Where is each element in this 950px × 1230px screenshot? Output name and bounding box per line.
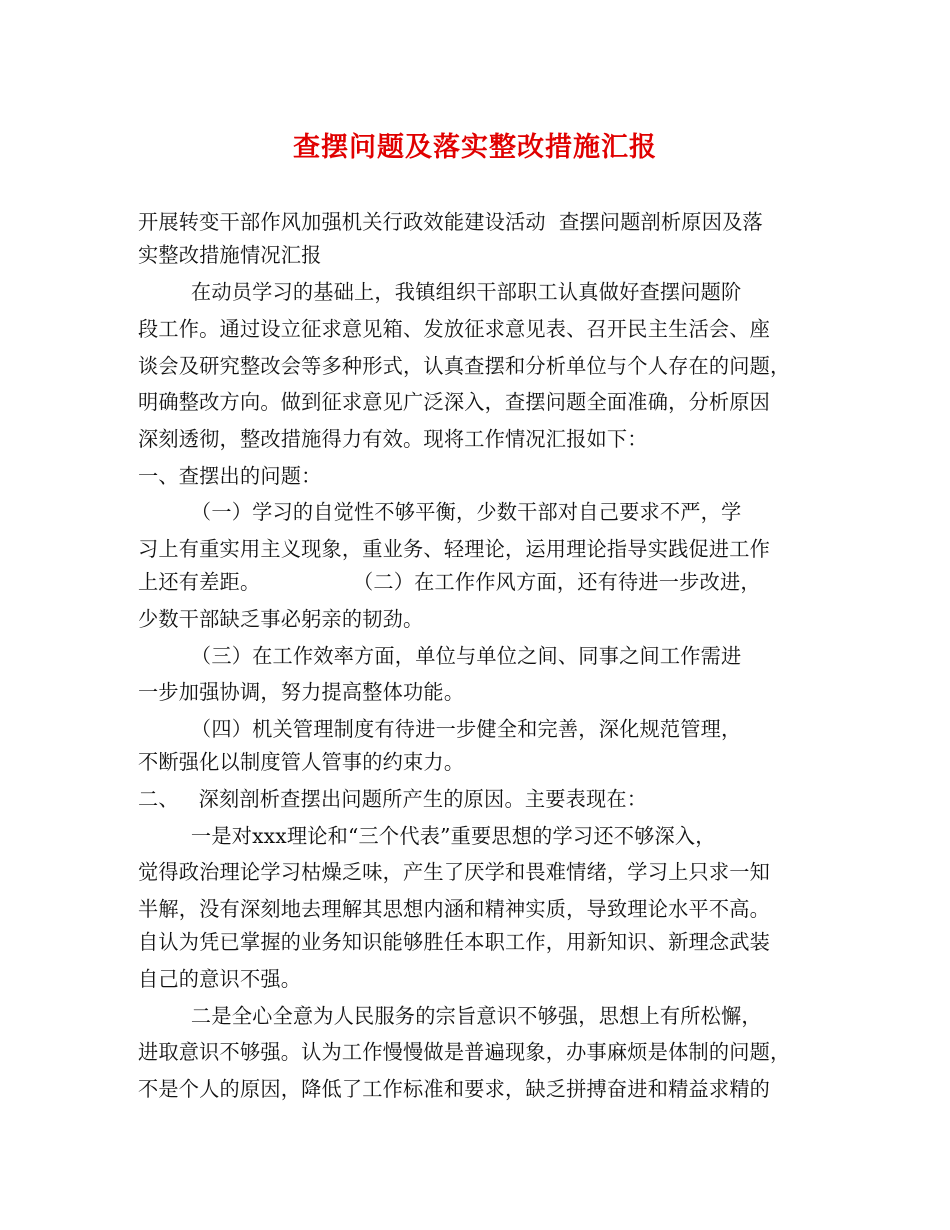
body-line: 上还有差距。 （二）在工作作风方面，还有待进一步改进， (138, 570, 761, 594)
section-heading: 一、查摆出的问题： (138, 464, 322, 488)
body-line: （四）机关管理制度有待进一步健全和完善，深化规范管理， (138, 717, 742, 741)
body-line: 深刻透彻，整改措施得力有效。现将工作情况汇报如下： (138, 427, 648, 451)
body-line: 二是全心全意为人民服务的宗旨意识不够强，思想上有所松懈， (138, 1004, 762, 1028)
page-title: 查摆问题及落实整改措施汇报 (293, 132, 657, 163)
body-line: 段工作。通过设立征求意见箱、发放征求意见表、召开民主生活会、座 (138, 317, 771, 341)
body-line: 不断强化以制度管人管事的约束力。 (138, 750, 465, 774)
body-line: 自认为凭已掌握的业务知识能够胜任本职工作，用新知识、新理念武装 (138, 930, 771, 954)
body-line: （一）学习的自觉性不够平衡，少数干部对自己要求不严，学 (138, 500, 742, 524)
body-line: 进取意识不够强。认为工作慢慢做是普遍现象，办事麻烦是体制的问题， (138, 1040, 791, 1064)
body-line: （三）在工作效率方面，单位与单位之间、同事之间工作需进 (138, 644, 742, 668)
body-line: 实整改措施情况汇报 (138, 243, 322, 267)
body-line: 谈会及研究整改会等多种形式，认真查摆和分析单位与个人存在的问题， (138, 354, 791, 378)
body-line: 一是对xxx理论和“三个代表”重要思想的学习还不够深入， (138, 824, 716, 848)
body-line: 习上有重实用主义现象，重业务、轻理论，运用理论指导实践促进工作 (138, 537, 771, 561)
body-line: 开展转变干部作风加强机关行政效能建设活动 查摆问题剖析原因及落 (138, 210, 763, 234)
body-line: 不是个人的原因，降低了工作标准和要求，缺乏拼搏奋进和精益求精的 (138, 1077, 771, 1101)
body-line: 半解，没有深刻地去理解其思想内涵和精神实质，导致理论水平不高。 (138, 897, 771, 921)
body-line: 明确整改方向。做到征求意见广泛深入，查摆问题全面准确，分析原因 (138, 390, 771, 414)
body-line: 在动员学习的基础上，我镇组织干部职工认真做好查摆问题阶 (138, 280, 742, 304)
body-line: 自己的意识不强。 (138, 967, 302, 991)
body-line: 一步加强协调，努力提高整体功能。 (138, 680, 465, 704)
body-line: 觉得政治理论学习枯燥乏味，产生了厌学和畏难情绪，学习上只求一知 (138, 860, 771, 884)
section-heading: 二、 深刻剖析查摆出问题所产生的原因。主要表现在： (138, 787, 648, 811)
body-line: 少数干部缺乏事必躬亲的韧劲。 (138, 607, 424, 631)
